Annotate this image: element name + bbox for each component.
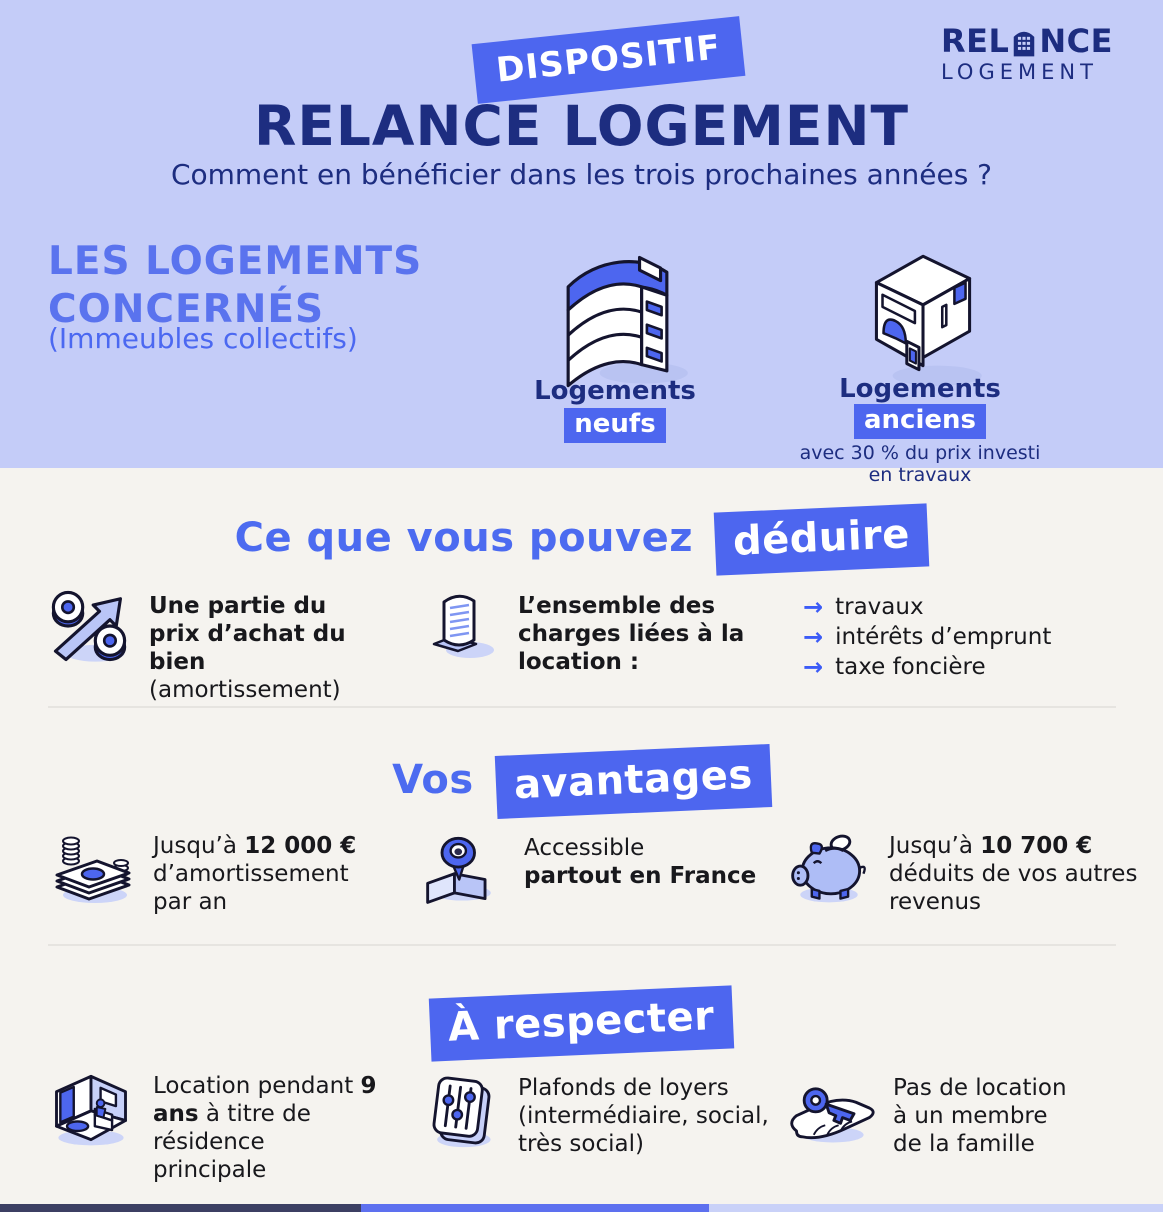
new-building-label [505, 376, 725, 443]
avantage-item-revenus [785, 826, 1144, 916]
title-plain: Ce que vous pouvez [234, 515, 694, 561]
respecter-item-plafonds [420, 1068, 778, 1158]
old-building-label [780, 374, 1060, 486]
bullet-text: intérêts d’emprunt [835, 624, 1052, 650]
section-title-respecter [0, 992, 1163, 1055]
deduire-item-text [149, 592, 364, 704]
avantage-item-amortissement [45, 826, 358, 916]
receipt-icon [422, 586, 502, 670]
item-text-pre: Accessible [524, 835, 645, 861]
dispositif-badge: DISPOSITIF [472, 16, 746, 104]
page-subtitle: Comment en bénéficier dans les trois prochaines années ? [170, 158, 993, 191]
title-highlight-respecter: À respecter [429, 985, 734, 1061]
item-text-bold: partout en France [524, 863, 757, 889]
key-hand-icon [785, 1068, 877, 1152]
old-building-note: en travaux [868, 464, 972, 486]
avantage-item-france [420, 828, 769, 912]
logo-text-nce: NCE [1039, 22, 1113, 60]
banknotes-icon [45, 826, 137, 912]
deduire-item-amortissement [45, 586, 364, 704]
old-building-note: avec 30 % du prix investi [799, 442, 1041, 464]
avantage-item-text [889, 832, 1144, 916]
item-text-pre: Jusqu’à [889, 833, 981, 859]
deduire-item-charges [422, 586, 818, 676]
bullet-item [803, 652, 1051, 682]
rent-sliders-icon [420, 1068, 502, 1156]
item-text-pre: Location pendant [153, 1073, 361, 1099]
highlight-neufs: neufs [564, 408, 665, 443]
item-text-pre: Pas de location à un membre de la famille [893, 1075, 1067, 1157]
respecter-item-text [153, 1072, 378, 1184]
bullet-text: taxe foncière [835, 654, 986, 680]
relance-logement-logo [941, 24, 1113, 84]
logo-wordmark [941, 24, 1113, 58]
deduire-bullet-list [803, 592, 1051, 682]
percent-arrow-icon [45, 586, 133, 670]
section-divider [48, 944, 1116, 946]
item-text-pre: Plafonds de loyers (intermédiaire, social, très social) [518, 1075, 769, 1157]
item-text-normal: (amortissement) [149, 677, 341, 703]
section-title-logements-concernes [48, 238, 422, 334]
section-title-avantages [0, 750, 1163, 813]
item-text-bold: Une partie du prix d’achat du bien [149, 593, 346, 675]
avantage-item-text [153, 832, 358, 916]
item-text-bold: 9 ans [153, 1073, 377, 1127]
footer-segment-dark [0, 1204, 361, 1212]
arrow-icon: → [803, 653, 824, 681]
label-logements: Logements [839, 374, 1001, 404]
avantage-item-text [524, 834, 769, 890]
new-building-illustration [545, 226, 690, 398]
respecter-item-text [893, 1074, 1083, 1158]
title-line1: LES LOGEMENTS [48, 239, 423, 284]
page-title: RELANCE LOGEMENT [253, 94, 910, 158]
item-text-bold: 10 700 € [980, 833, 1093, 859]
logo-text-rel: REL [940, 22, 1010, 60]
section-title-deduire [0, 508, 1163, 571]
arrow-icon: → [803, 593, 824, 621]
room-icon [45, 1066, 137, 1154]
respecter-item-residence [45, 1066, 378, 1184]
item-text-post: déduits de vos autres revenus [889, 861, 1138, 915]
title-plain: Vos [392, 757, 474, 803]
header-section [0, 0, 1163, 486]
respecter-item-famille [785, 1068, 1083, 1158]
arrow-icon: → [803, 623, 824, 651]
piggy-bank-icon [785, 826, 873, 912]
immeubles-collectifs-note: (Immeubles collectifs) [48, 322, 358, 355]
respecter-item-text [518, 1074, 778, 1158]
label-logements: Logements [534, 376, 696, 406]
title-line2: CONCERNÉS [48, 287, 325, 332]
building-icon [1010, 25, 1038, 58]
bullet-text: travaux [835, 594, 924, 620]
section-divider [48, 706, 1116, 708]
footer-segment-blue [361, 1204, 709, 1212]
item-text-pre: Jusqu’à [153, 833, 245, 859]
bullet-item [803, 622, 1051, 652]
deduire-item-text [518, 592, 818, 676]
title-highlight-deduire: déduire [714, 503, 929, 575]
highlight-anciens: anciens [854, 404, 986, 439]
bullet-item [803, 592, 1051, 622]
footer-segment-lavender [709, 1204, 1163, 1212]
item-text-post: à titre de résidence principale [153, 1101, 311, 1183]
item-text-post: d’amortissement par an [153, 861, 349, 915]
item-text-bold: L’ensemble des charges liées à la location : [518, 593, 745, 675]
logo-text-logement: LOGEMENT [940, 60, 1098, 84]
title-highlight-avantages: avantages [495, 744, 772, 819]
map-pin-icon [420, 828, 508, 912]
item-text-bold: 12 000 € [244, 833, 357, 859]
footer-color-strip [0, 1204, 1163, 1212]
